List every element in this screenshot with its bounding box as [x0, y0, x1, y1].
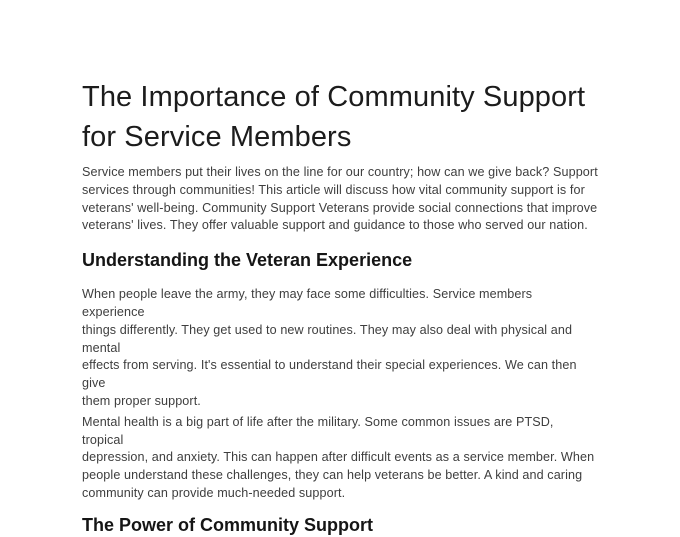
- intro-paragraph: [82, 164, 598, 235]
- text-line: veterans' well-being. Community Support Veterans provide social connections that improve: [82, 200, 598, 215]
- text-line: community can provide much-needed support.: [82, 485, 346, 500]
- text-line: people understand these challenges, they can help veterans be better. A kind and caring: [82, 468, 583, 483]
- text-line: services through communities! This article will discuss how vital community support is for: [82, 182, 585, 197]
- text-line: Service members put their lives on the line for our country; how can we give back? Support: [82, 165, 598, 179]
- text-line: them proper support.: [82, 393, 201, 408]
- text-line: things differently. They get used to new routines. They may also deal with physical and mental: [82, 322, 573, 355]
- veteran-experience-paragraph-2: [82, 414, 598, 503]
- title-line: The Importance of Community Support: [82, 81, 586, 113]
- text-line: When people leave the army, they may face some difficulties. Service members experience: [82, 287, 533, 319]
- text-line: Mental health is a big part of life after the military. Some common issues are PTSD, tropical: [82, 414, 554, 447]
- title-line: for Service Members: [82, 121, 352, 153]
- veteran-experience-paragraph-1: [82, 286, 598, 411]
- heading-power-of-community-support: The Power of Community Support: [82, 514, 373, 535]
- document-title: [82, 77, 598, 157]
- text-line: veterans' lives. They offer valuable support and guidance to those who served our nation.: [82, 218, 588, 233]
- text-line: effects from serving. It's essential to understand their special experiences. We can then give: [82, 358, 577, 391]
- text-line: depression, and anxiety. This can happen after difficult events as a service member. When: [82, 450, 595, 465]
- heading-understanding-veteran-experience: Understanding the Veteran Experience: [82, 250, 413, 271]
